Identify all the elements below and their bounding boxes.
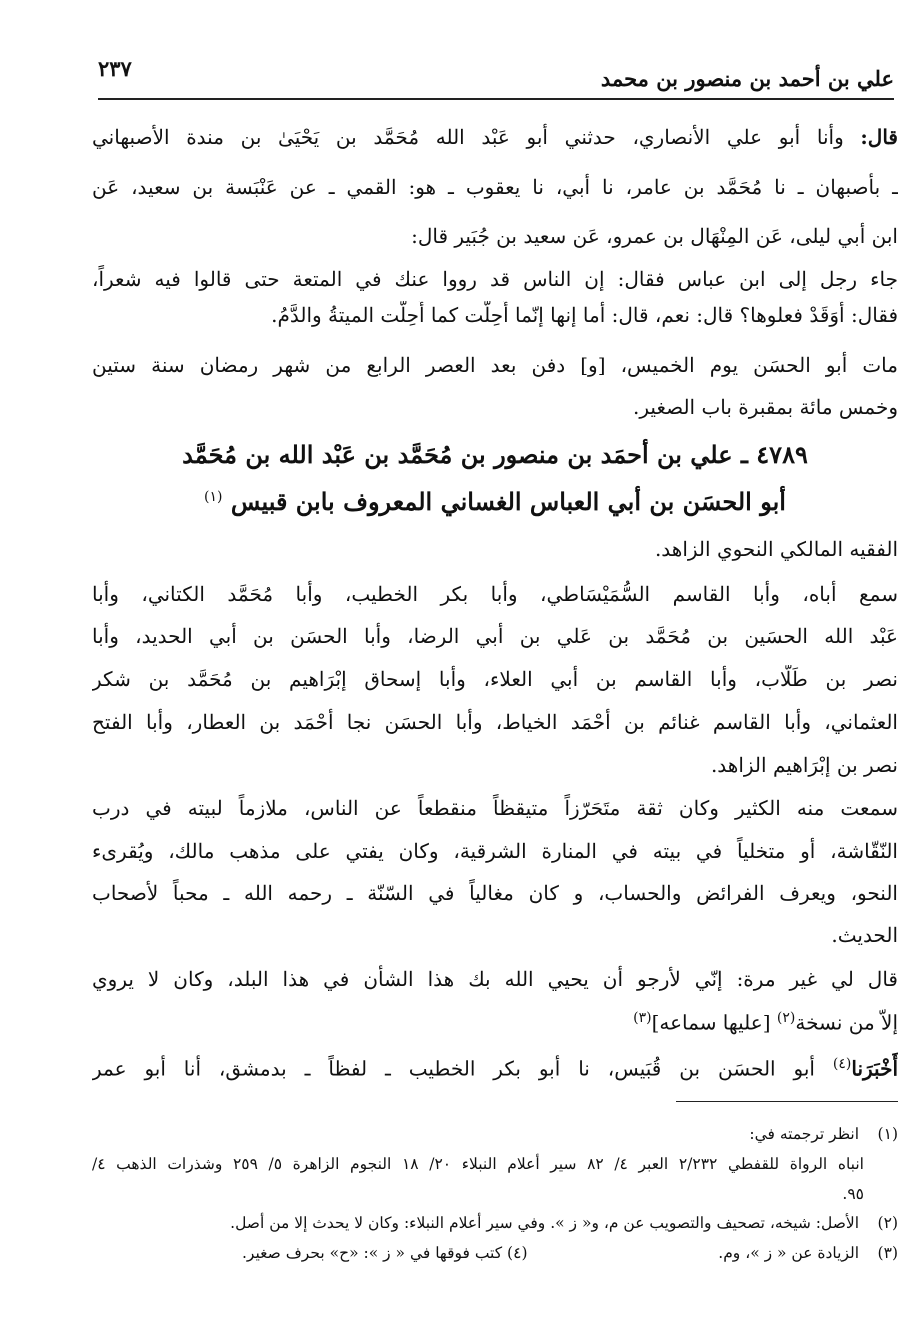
running-title: علي بن أحمد بن منصور بن محمد [600,66,894,91]
paragraph-line: مات أبو الحسَن يوم الخميس، [و] دفن بعد العصر الرابع من شهر رمضان سنة ستين [92,353,898,377]
page-header [98,56,894,100]
footnote-separator [676,1101,898,1102]
paragraph-line: نصر بن طَلّاب، وأبا القاسم بن أبي العلاء، وأبا إسحاق إبْرَاهيم بن مُحَمَّد بن شكر [92,667,898,691]
footnote-3: الزيادة عن « ز »، وم. [718,1244,860,1262]
page-number: ٢٣٧ [98,56,132,81]
paragraph-line: الفقيه المالكي النحوي الزاهد. [654,537,898,561]
footnote-number: (١) [877,1125,898,1143]
footnote-marker: (٤) [832,1056,852,1072]
paragraph-line: النّقّاشة، أو متخلياً في بيته في المنارة الشرقية، وكان يفتي على مذهب مالك، ويُقرىء [92,839,898,863]
footnote-marker: (١) [204,489,223,505]
paragraph-line: ابن أبي ليلى، عَن المِنْهَال بن عمرو، عَن سعيد بن جُبَير قال: [411,224,898,248]
paragraph-line: ـ بأصبهان ـ نا مُحَمَّد بن عامر، نا أبي، نا يعقوب ـ هو: القمي ـ عن عَنْبَسة بن سعيد، عَن [92,175,898,199]
footnote-number: (٣) [877,1244,898,1262]
footnote-row [92,1240,898,1266]
paragraph-line: أَخْبَرَنا$^{(٤)}$ أبو الحسَن بن قُبَيس، نا أبو بكر الخطيب ـ لفظاً ـ بدمشق، أنا أبو عمر [92,1056,898,1081]
paragraph-line: قال: وأنا أبو علي الأنصاري، حدثني أبو عَبْد الله مُحَمَّد بن يَحْيَىٰ بن مندة الأصبهاني [92,125,898,149]
footnote-marker: (٣) [633,1010,652,1026]
paragraph-line: العثماني، وأبا القاسم غنائم بن أحْمَد الخياط، وأبا الحسَن نجا أحْمَد بن العطار، وأبا الفتح [92,710,898,734]
paragraph-line: إلاّ من نسخة$^{(٢)}$ [عليها سماعه]$^{(٣)}$ [633,1010,898,1035]
footnote-marker: (٢) [776,1010,796,1026]
paragraph-line: النحو، ويعرف الفرائض والحساب، و كان مغالياً في السّنّة ـ رحمه الله ـ محباً لأصحاب [92,881,898,905]
paragraph-lead: أَخْبَرَنا [851,1056,898,1081]
header-rule [98,98,894,100]
paragraph-line: سمعت منه الكثير وكان ثقة متَحَرّزاً متيقظاً منقطعاً عن الناس، ملازماً لبيته في درب [92,796,898,820]
paragraph-line: عَبْد الله الحسَين بن مُحَمَّد بن عَلي بن أبي الرضا، وأبا الحسَن بن أبي الحديد، وأبا [92,624,898,648]
footnote-number: (٤) [507,1244,528,1262]
entry-heading-line2: أبو الحسَن بن أبي العباس الغساني المعروف بابن قبيس $^{(١)}$ [204,487,786,516]
paragraph-line: قال لي غير مرة: إنّي لأرجو أن يحيي الله بك هذا الشأن في هذا البلد، وكان لا يروي [92,967,898,991]
entry-heading-line1: ٤٧٨٩ ـ علي بن أحمَد بن منصور بن مُحَمَّد بن عَبْد الله بن مُحَمَّد [182,440,808,469]
footnote-number: (٢) [877,1214,898,1232]
paragraph-line: وخمس مائة بمقبرة باب الصغير. [633,395,898,419]
footnote-1-line: ٩٥. [842,1185,864,1203]
footnote-4: (٤) كتب فوقها في « ز »: «ح» بحرف صغير. [242,1244,528,1262]
paragraph-line: فقال: أَوَقَدْ فعلوها؟ قال: نعم، قال: أما إنها إنّما أُحِلّت كما أُحِلّت الميتةُ والدَّمُ. [271,303,898,327]
paragraph-line: سمع أباه، وأبا القاسم السُّمَيْسَاطي، وأبا بكر الخطيب، وأبا مُحَمَّد الكتاني، وأبا [92,582,898,606]
footnote-1-line: انباه الرواة للقفطي ٢/٢٣٢ العبر ٤/ ٨٢ سير أعلام النبلاء ٢٠/ ١٨ النجوم الزاهرة ٥/ ٢٥٩ وشذرات الذهب ٤/ [92,1155,864,1173]
paragraph-lead: قال: [860,125,898,149]
footnote-1: (١) انظر ترجمته في: [92,1121,898,1147]
paragraph-line: الحديث. [831,923,898,947]
footnote-2: (٢) الأصل: شيخه، تصحيف والتصويب عن م، و« ز ». وفي سير أعلام النبلاء: وكان لا يحدث إلا من أصل. [92,1210,898,1236]
paragraph-line: نصر بن إبْرَاهيم الزاهد. [710,753,898,777]
paragraph-line: جاء رجل إلى ابن عباس فقال: إن الناس قد رووا عنك في المتعة حتى قالوا فيه شعراً، [92,267,898,291]
